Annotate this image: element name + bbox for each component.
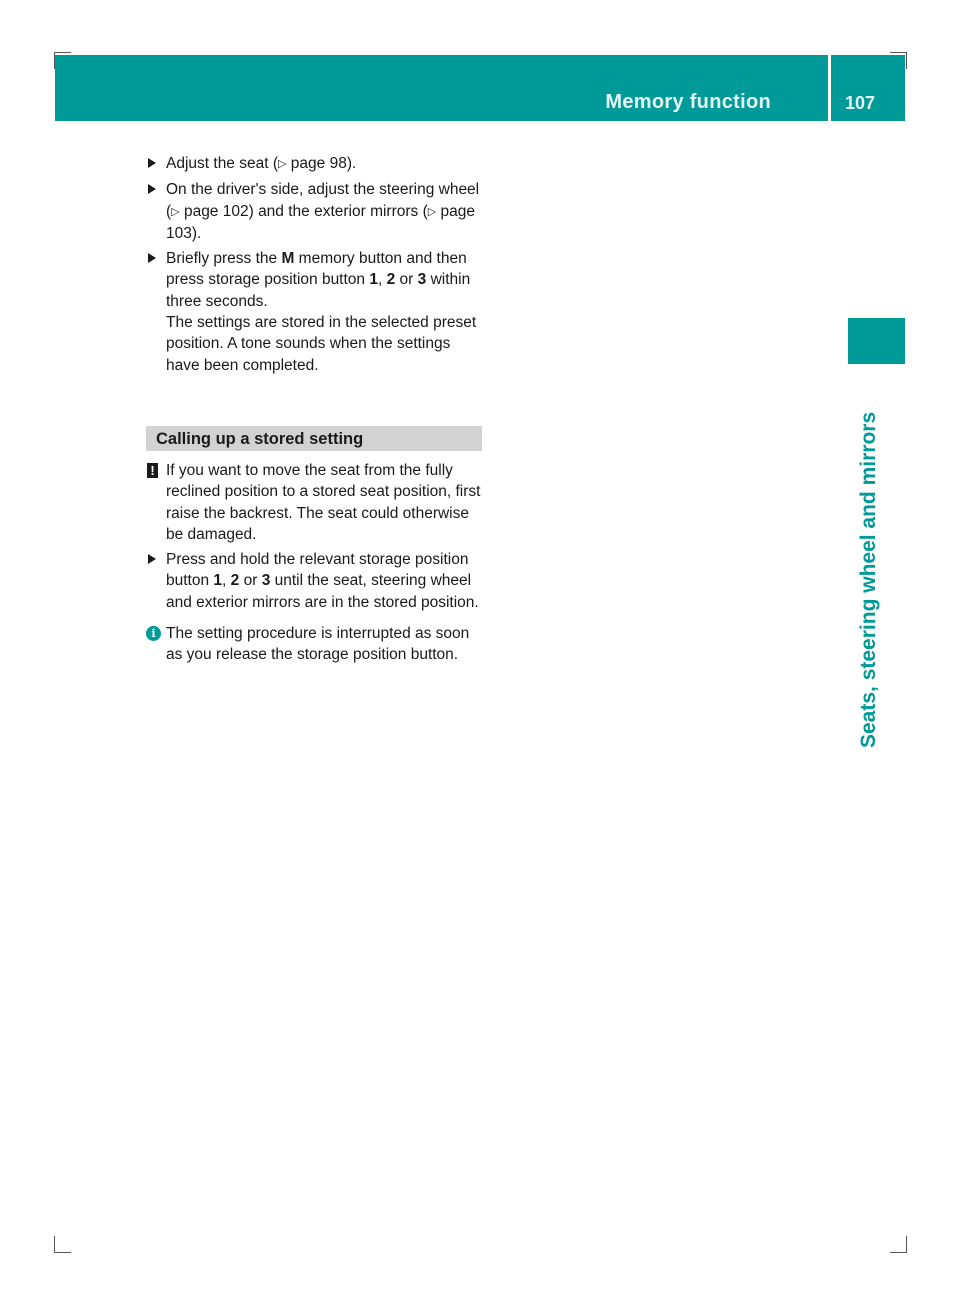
memory-button-label: M (281, 250, 295, 268)
step-arrow-icon (148, 253, 156, 263)
page-number: 107 (844, 93, 875, 113)
page-ref-icon: ▷ (171, 205, 180, 218)
step-arrow-icon (148, 554, 156, 564)
subsection-heading: Calling up a stored setting (146, 426, 482, 451)
page-ref-icon: ▷ (427, 205, 437, 218)
warning-note (146, 460, 482, 545)
step-arrow-icon (148, 158, 156, 168)
step-adjust-seat: Adjust the seat (▷ page 98). (146, 153, 482, 175)
chapter-thumb-tab (848, 318, 905, 364)
page-ref-icon: ▷ (278, 158, 287, 170)
chapter-title-vertical: Seats, steering wheel and mirrors (857, 411, 880, 748)
warning-text: If you want to move the seat from the fully reclined position to a stored seat position, first raise the backrest. The seat could otherwise be damaged. (166, 461, 481, 543)
crop-mark-bottom-left (54, 1236, 71, 1253)
step-store-position: Briefly press the M memory button and then press storage position button 1, 2 or 3 within three seconds. The settings are stored in the selected preset position. A tone sounds when the settings have been completed. (146, 248, 482, 376)
warning-icon: ! (147, 463, 158, 478)
step-result-text: The settings are stored in the selected preset position. A tone sounds when the settings have been completed. (166, 314, 477, 374)
info-note (146, 623, 482, 666)
step-arrow-icon (148, 184, 156, 194)
header-divider (828, 55, 831, 121)
step-adjust-steering: On the driver's side, adjust the steering wheel (▷ page 102) and the exterior mirrors (▷ page 103). (146, 179, 482, 244)
section-title: Memory function (605, 91, 771, 113)
main-content (146, 153, 482, 670)
info-icon: i (146, 626, 161, 641)
info-text: The setting procedure is interrupted as soon as you release the storage position button. (166, 625, 470, 664)
page-header-bar (55, 55, 905, 121)
step-recall-position: Press and hold the relevant storage position button 1, 2 or 3 until the seat, steering wheel and exterior mirrors are in the stored position. (146, 549, 482, 613)
crop-mark-bottom-right (890, 1236, 907, 1253)
